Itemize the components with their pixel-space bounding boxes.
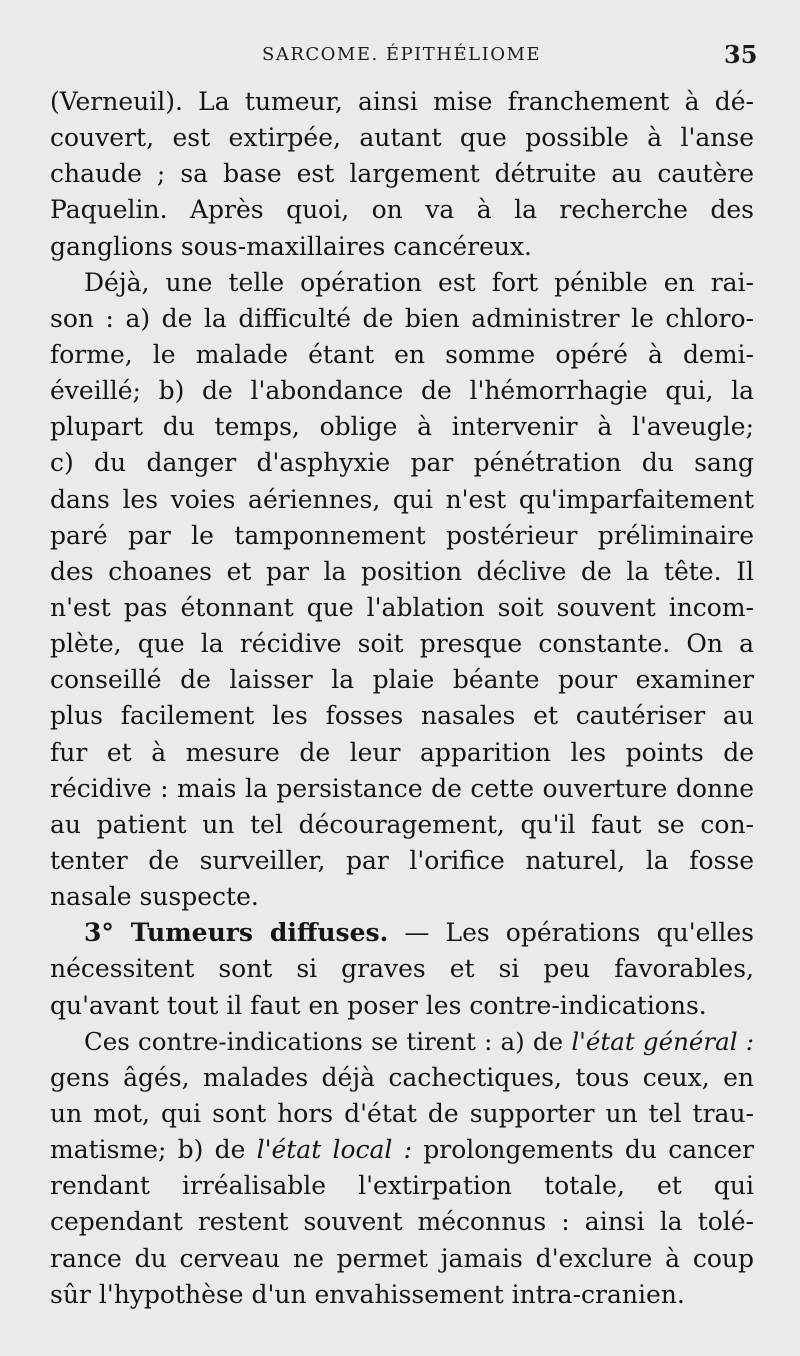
text-line — [50, 1132, 754, 1168]
text-run: — Les opérations qu'elles — [388, 918, 754, 948]
text-line: son : a) de la difficulté de bien administrer le chloro- — [50, 303, 754, 333]
text-line: paré par le tamponnement postérieur préliminaire — [50, 520, 754, 550]
text-line: tenter de surveiller, par l'orifice naturel, la fosse — [50, 845, 754, 875]
text-line: rendant irréalisable l'extirpation totale, et qui — [50, 1171, 754, 1201]
text-line: fur et à mesure de leur apparition les points de — [50, 737, 754, 767]
running-title: SARCOME. ÉPITHÉLIOME — [262, 44, 542, 65]
text-line — [50, 915, 754, 951]
italic-term: l'état local : — [256, 1135, 413, 1165]
text-line: ganglions sous-maxillaires cancéreux. — [50, 231, 533, 261]
running-header — [0, 40, 800, 72]
text-line: plus facilement les fosses nasales et cautériser au — [50, 701, 754, 731]
text-line: c) du danger d'asphyxie par pénétration du sang — [50, 448, 754, 478]
text-run: Ces contre-indications se tirent : a) de — [84, 1026, 572, 1056]
text-line: récidive : mais la persistance de cette ouverture donne — [50, 773, 754, 803]
text-line — [50, 1024, 754, 1060]
page-number: 35 — [724, 40, 758, 69]
text-line: qu'avant tout il faut en poser les contre-indications. — [50, 990, 707, 1020]
text-line: gens âgés, malades déjà cachectiques, tous ceux, en — [50, 1062, 754, 1092]
text-line: dans les voies aériennes, qui n'est qu'imparfaitement — [50, 484, 754, 514]
text-run: matisme; b) de — [50, 1135, 257, 1165]
text-line: (Verneuil). La tumeur, ainsi mise franchement à dé- — [50, 87, 754, 116]
text-run: prolongements du cancer — [412, 1135, 754, 1165]
text-line: rance du cerveau ne permet jamais d'exclure à coup — [50, 1243, 754, 1273]
text-line: au patient un tel découragement, qu'il faut se con- — [50, 809, 754, 839]
text-line: conseillé de laisser la plaie béante pour examiner — [50, 665, 754, 695]
text-line: des choanes et par la position déclive de la tête. Il — [50, 556, 754, 586]
section-heading: 3° Tumeurs diffuses. — [84, 918, 389, 948]
text-line: éveillé; b) de l'abondance de l'hémorrhagie qui, la — [50, 376, 754, 406]
text-line: n'est pas étonnant que l'ablation soit souvent incom- — [50, 592, 754, 622]
text-line: Déjà, une telle opération est fort pénible en rai- — [84, 267, 754, 297]
text-line: chaude ; sa base est largement détruite au cautère — [50, 159, 754, 189]
text-line: un mot, qui sont hors d'état de supporter un tel trau- — [50, 1098, 754, 1128]
text-line: forme, le malade étant en somme opéré à demi- — [50, 339, 754, 369]
text-line: nasale suspecte. — [50, 882, 259, 912]
italic-term: l'état général : — [571, 1026, 754, 1056]
text-line: cependant restent souvent méconnus : ainsi la tolé- — [50, 1207, 754, 1237]
text-line: Paquelin. Après quoi, on va à la recherche des — [50, 195, 754, 225]
text-line: plète, que la récidive soit presque constante. On a — [50, 629, 754, 659]
body-text — [50, 84, 754, 1313]
text-line: couvert, est extirpée, autant que possible à l'anse — [50, 123, 754, 153]
text-line: nécessitent sont si graves et si peu favorables, — [50, 954, 754, 984]
text-line: plupart du temps, oblige à intervenir à l'aveugle; — [50, 412, 754, 442]
text-line: sûr l'hypothèse d'un envahissement intra-cranien. — [50, 1279, 685, 1309]
